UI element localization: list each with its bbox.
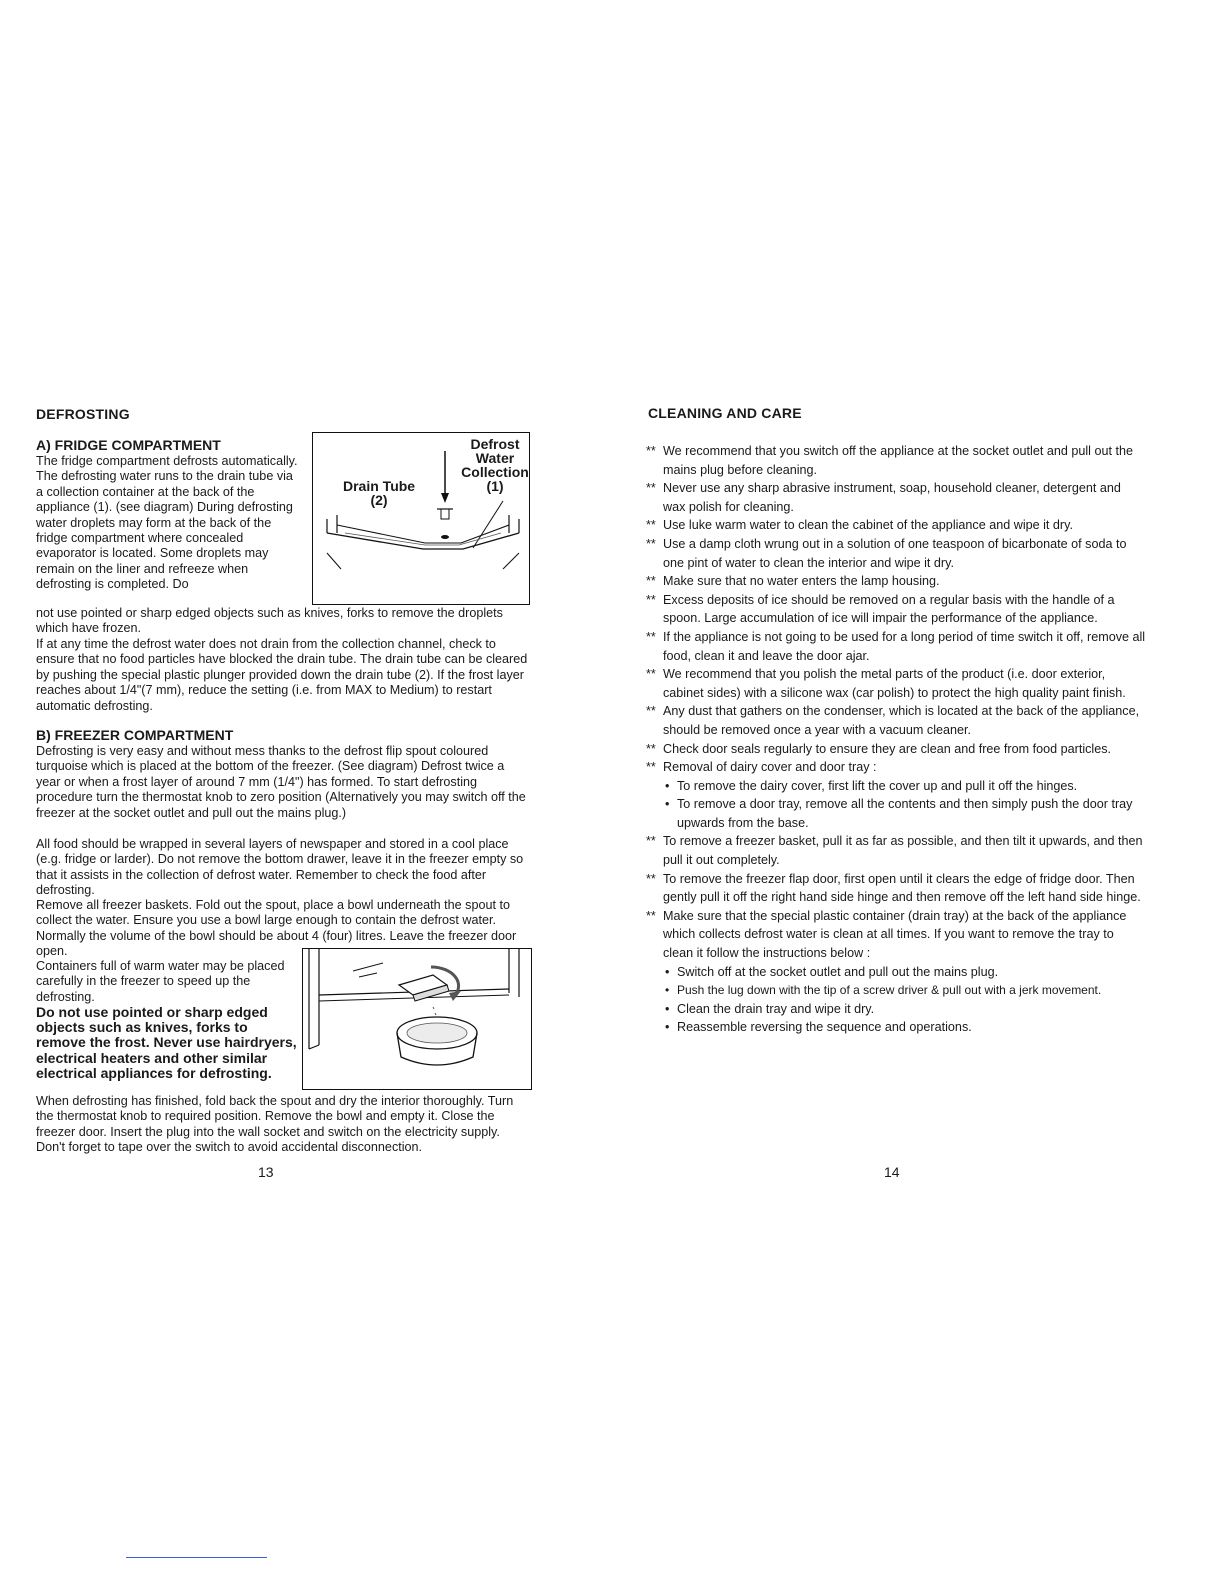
fridge-compartment-heading: A) FRIDGE COMPARTMENT: [36, 437, 221, 453]
list-item: [646, 740, 1146, 759]
sub-list-item-text: To remove the dairy cover, first lift the cover up and pull it off the hinges.: [677, 778, 1078, 793]
freezer-warning: Do not use pointed or sharp edged objects such as knives, forks to remove the frost. Never use hairdryers, electrical heaters and other similar electrical appliances for defrosting.: [36, 1004, 297, 1081]
freezer-bowl-diagram: [302, 948, 532, 1090]
list-item-text: Never use any sharp abrasive instrument, soap, household cleaner, detergent and wax polish for cleaning.: [663, 481, 1121, 514]
drain-tray-sublist: [663, 963, 1146, 1037]
list-item: [646, 442, 1146, 479]
list-item-text: Make sure that no water enters the lamp housing.: [663, 574, 940, 589]
list-item-text: Removal of dairy cover and door tray :: [663, 760, 877, 775]
defrosting-title: DEFROSTING: [36, 406, 130, 422]
collection-label-text: Defrost Water Collection (1): [461, 436, 529, 494]
list-item: [646, 535, 1146, 572]
list-item-text: Check door seals regularly to ensure they are clean and free from food particles.: [663, 741, 1112, 756]
page-number-13: 13: [258, 1164, 274, 1180]
double-asterisk-marker: **: [646, 834, 656, 849]
double-asterisk-marker: **: [646, 741, 656, 756]
double-asterisk-marker: **: [646, 629, 656, 644]
list-item: [646, 665, 1146, 702]
fridge-drain-diagram: [312, 432, 530, 605]
freezer-para-4: Containers full of warm water may be placed carefully in the freezer to speed up the defrosting.: [36, 959, 285, 1004]
freezer-para-2: All food should be wrapped in several layers of newspaper and stored in a cool place (e.g. fridge or larder). Do not remove the bottom drawer, leave it in the freezer empty so that it assists in the collection of defrost water. Remember to check the food after defrosting.: [36, 837, 524, 898]
cleaning-care-list: [646, 442, 1146, 1037]
freezer-para-1: Defrosting is very easy and without mess thanks to the defrost flip spout coloured turquoise which is placed at the bottom of the freezer. (See diagram) Defrost twice a year or when a frost layer of around 7 mm (1/4") has formed. To start defrosting procedure turn the thermostat knob to zero position (Alternatively you may switch off the freezer at the socket outlet and pull out the mains plug.): [36, 744, 526, 820]
list-item-text: Excess deposits of ice should be removed on a regular basis with the handle of a spoon. Large accumulation of ice will impair the performance of the appliance.: [663, 592, 1115, 626]
list-item: [646, 832, 1146, 869]
double-asterisk-marker: **: [646, 444, 656, 458]
double-asterisk-marker: **: [646, 871, 656, 886]
cleaning-and-care-title: CLEANING AND CARE: [648, 405, 802, 421]
bullet-marker: •: [665, 964, 670, 979]
footer-rule: [126, 1557, 267, 1558]
sub-list-item-text: To remove a door tray, remove all the contents and then simply push the door tray upwards from the base.: [677, 797, 1133, 830]
bullet-marker: •: [665, 778, 670, 793]
bullet-marker: •: [665, 1001, 670, 1016]
list-item-text: To remove the freezer flap door, first open until it clears the edge of fridge door. Then gently pull it off the right hand side hinge and then remove off the left hand side hinge.: [663, 871, 1141, 905]
list-item: [646, 479, 1146, 516]
list-item-text: We recommend that you polish the metal parts of the product (i.e. door exterior, cabinet sides) with a silicone wax (car polish) to protect the high quality paint finish.: [663, 667, 1126, 700]
double-asterisk-marker: **: [646, 518, 656, 533]
list-item: [646, 572, 1146, 591]
double-asterisk-marker: **: [646, 908, 656, 923]
freezer-para-3: Remove all freezer baskets. Fold out the spout, place a bowl underneath the spout to collect the water. Ensure you use a bowl large enough to contain the defrost water. Normally the volume of the bowl should be about 4 (four) litres. Leave the freezer door open.: [36, 898, 517, 959]
list-item-text: To remove a freezer basket, pull it as far as possible, and then tilt it upwards, and then pull it out completely.: [663, 834, 1143, 868]
double-asterisk-marker: **: [646, 481, 656, 496]
double-asterisk-marker: **: [646, 760, 656, 775]
list-item: [646, 907, 1146, 1037]
double-asterisk-marker: **: [646, 592, 656, 607]
sub-list-item-text: Push the lug down with the tip of a screw driver & pull out with a jerk movement.: [677, 983, 1102, 998]
freezer-para-5: When defrosting has finished, fold back the spout and dry the interior thoroughly. Turn the thermostat knob to required position. Remove the bowl and empty it. Close the freezer door. Insert the plug into the wall socket and switch on the electricity supply. Don't forget to tape over the switch to avoid accidental disconnection.: [36, 1094, 514, 1155]
fridge-text-full: not use pointed or sharp edged objects such as knives, forks to remove the droplets which have frozen.: [36, 606, 503, 636]
page-number-14: 14: [884, 1164, 900, 1180]
list-item-text: If the appliance is not going to be used for a long period of time switch it off, remove all food, clean it and leave the door ajar.: [663, 629, 1146, 663]
bullet-marker: •: [665, 797, 670, 812]
list-item: [646, 628, 1146, 665]
bullet-marker: •: [665, 983, 670, 998]
double-asterisk-marker: **: [646, 704, 656, 719]
drain-tube-label: [343, 479, 415, 507]
list-item-text: Make sure that the special plastic container (drain tray) at the back of the appliance which collects defrost water is clean at all times. If you want to remove the tray to clean it follow the instructions below :: [663, 908, 1127, 961]
bullet-marker: •: [665, 1020, 670, 1035]
list-item: [646, 702, 1146, 739]
freezer-compartment-heading: B) FREEZER COMPARTMENT: [36, 727, 234, 743]
dairy-door-sublist: [663, 777, 1146, 833]
list-item-text: Use a damp cloth wrung out in a solution of one teaspoon of bicarbonate of soda to one pint of water to clean the interior and wipe it dry.: [663, 536, 1127, 570]
sub-list-item-text: Reassemble reversing the sequence and operations.: [677, 1020, 972, 1035]
list-item: [646, 870, 1146, 907]
list-item: [646, 758, 1146, 832]
sub-list-item: [663, 795, 1146, 832]
list-item-text: Use luke warm water to clean the cabinet of the appliance and wipe it dry.: [663, 518, 1073, 533]
double-asterisk-marker: **: [646, 667, 656, 682]
double-asterisk-marker: **: [646, 574, 656, 589]
sub-list-item: [663, 963, 1146, 982]
sub-list-item-text: Switch off at the socket outlet and pull out the mains plug.: [677, 964, 999, 979]
fridge-drain-text: If at any time the defrost water does not drain from the collection channel, check to ensure that no food particles have blocked the drain tube. The drain tube can be cleared by pushing the special plastic plunger provided down the drain tube (2). If the frost layer reaches about 1/4"(7 mm), reduce the setting (i.e. from MAX to Medium) to restart automatic defrosting.: [36, 637, 528, 713]
list-item: [646, 516, 1146, 535]
sub-list-item: [663, 1000, 1146, 1019]
fridge-text-wrapped: The fridge compartment defrosts automatically. The defrosting water runs to the drain tube via a collection container at the back of the appliance (1). (see diagram) During defrosting water droplets may form at the back of the fridge compartment where concealed evaporator is located. Some droplets may remain on the liner and refreeze when defrosting is completed. Do: [36, 454, 298, 592]
list-item-text: Any dust that gathers on the condenser, which is located at the back of the appliance, should be removed once a year with a vacuum cleaner.: [663, 704, 1140, 737]
sub-list-item: [663, 1018, 1146, 1037]
list-item-text: We recommend that you switch off the appliance at the socket outlet and pull out the mains plug before cleaning.: [663, 444, 1133, 477]
double-asterisk-marker: **: [646, 536, 656, 551]
sub-list-item: [663, 777, 1146, 796]
list-item: [646, 591, 1146, 628]
drain-tube-label-text: Drain Tube (2): [343, 478, 416, 508]
freezer-bowl-illustration: [303, 949, 531, 1089]
sub-list-item-text: Clean the drain tray and wipe it dry.: [677, 1001, 875, 1016]
sub-list-item: [663, 981, 1146, 1000]
defrost-water-collection-label: [459, 437, 531, 493]
